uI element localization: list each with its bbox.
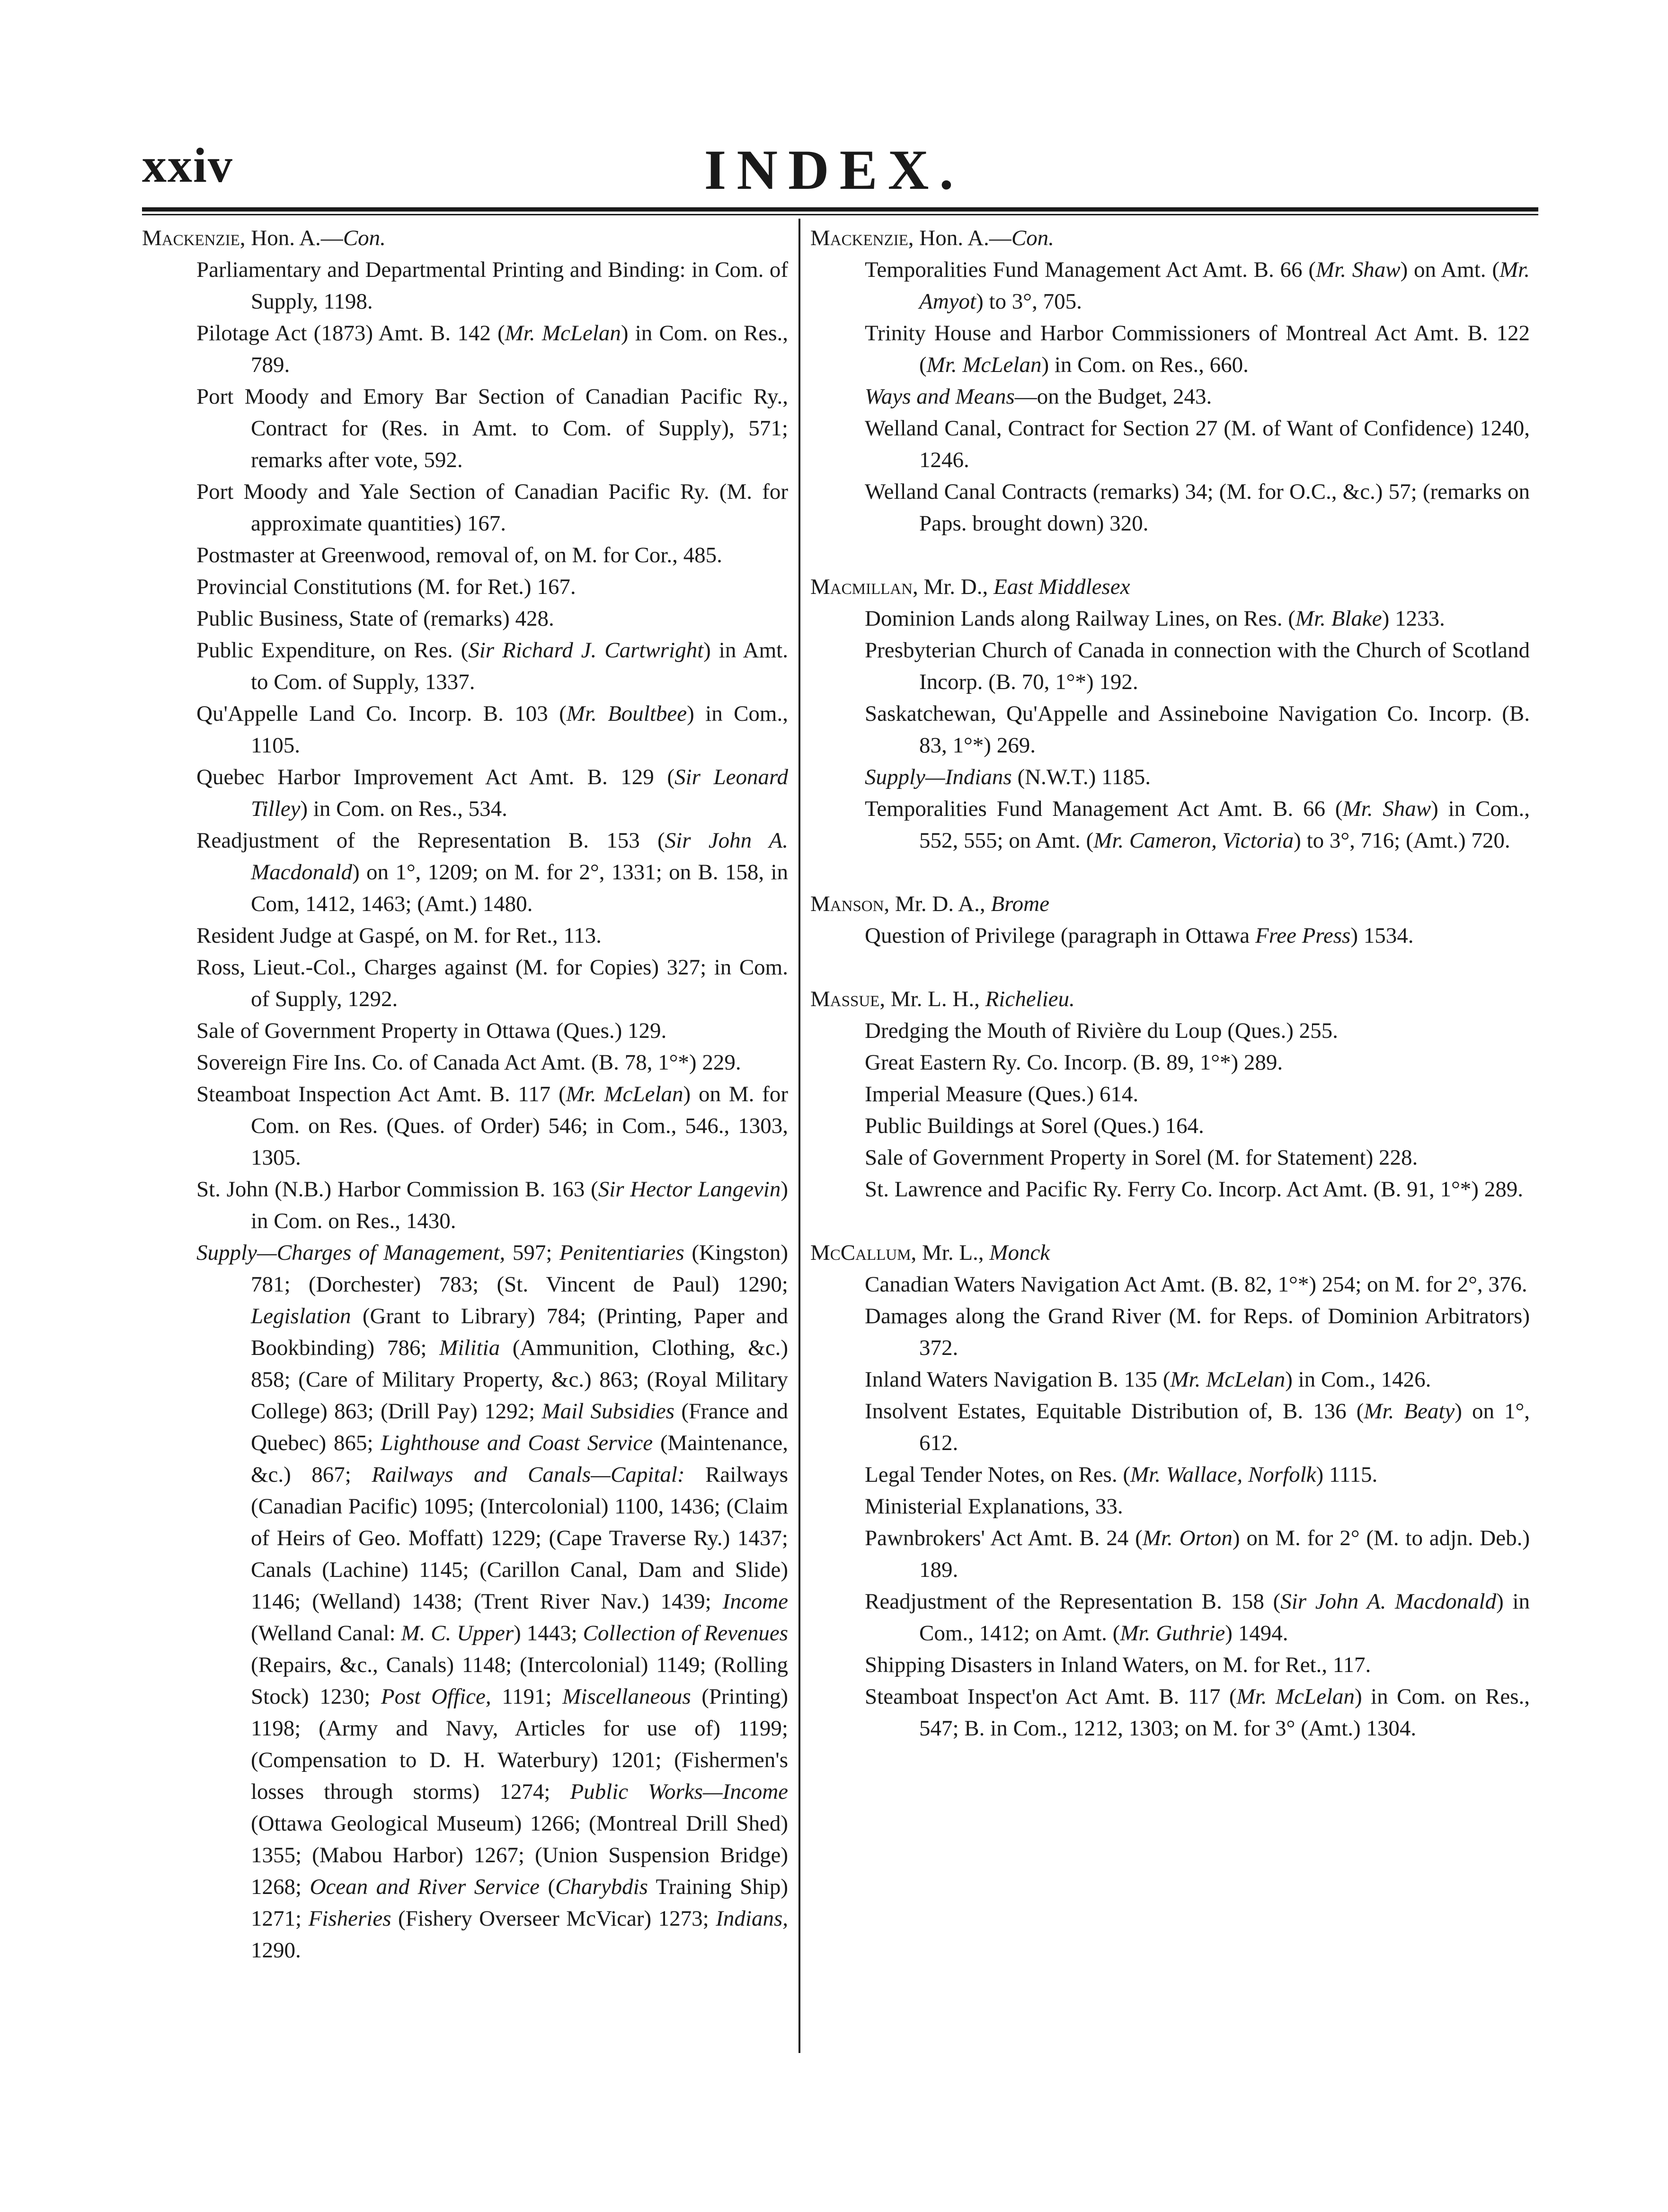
index-group (810, 222, 1530, 540)
index-entry: Canadian Waters Navigation Act Amt. (B. 82, 1°*) 254; on M. for 2°, 376. (865, 1272, 1527, 1297)
index-entry: Steamboat Inspection Act Amt. B. 117 (Mr. McLelan) on M. for Com. on Res. (Ques. of Order) 546; in Com., 546., 1303, 1305. (196, 1082, 788, 1170)
index-entry: St. Lawrence and Pacific Ry. Ferry Co. Incorp. Act Amt. (B. 91, 1°*) 289. (865, 1177, 1523, 1202)
member-constituency: Con. (1011, 226, 1054, 250)
member-constituency: East Middlesex (994, 575, 1130, 599)
index-entry: Sovereign Fire Ins. Co. of Canada Act Amt. (B. 78, 1°*) 229. (196, 1050, 741, 1075)
index-entry: Temporalities Fund Management Act Amt. B. 66 (Mr. Shaw) on Amt. (Mr. Amyot) to 3°, 705. (865, 257, 1530, 314)
member-name: Mackenzie (142, 226, 240, 250)
index-entry: Ross, Lieut.-Col., Charges against (M. for Copies) 327; in Com. of Supply, 1292. (196, 955, 788, 1011)
member-title: , Hon. A.— (240, 226, 343, 250)
member-title: , Mr. D. A., (884, 892, 991, 916)
index-heading (142, 222, 788, 254)
member-name: McCallum (810, 1240, 911, 1265)
index-group (810, 983, 1530, 1205)
member-title: , Mr. L., (911, 1240, 990, 1265)
index-entry: Port Moody and Emory Bar Section of Canadian Pacific Ry., Contract for (Res. in Amt. to Com. of Supply), 571; remarks after vote, 592. (196, 384, 788, 472)
header-rule (142, 207, 1538, 212)
index-entry: Great Eastern Ry. Co. Incorp. (B. 89, 1°*) 289. (865, 1050, 1283, 1075)
column-divider (799, 219, 800, 2053)
index-entry: Ministerial Explanations, 33. (865, 1494, 1123, 1519)
index-entry: Port Moody and Yale Section of Canadian Pacific Ry. (M. for approximate quantities) 167. (196, 479, 788, 536)
index-group (142, 222, 788, 1966)
index-column-left (142, 222, 788, 1966)
index-group (810, 571, 1530, 857)
member-name: Mackenzie (810, 226, 908, 250)
page-title: INDEX. (704, 138, 964, 201)
index-entry: Sale of Government Property in Ottawa (Ques.) 129. (196, 1018, 667, 1043)
index-entry: Quebec Harbor Improvement Act Amt. B. 129 (Sir Leonard Tilley) in Com. on Res., 534. (196, 765, 788, 821)
header-rule-thin (142, 214, 1538, 215)
index-entry: Saskatchewan, Qu'Appelle and Assineboine Navigation Co. Incorp. (B. 83, 1°*) 269. (865, 701, 1530, 758)
index-entry: Legal Tender Notes, on Res. (Mr. Wallace, Norfolk) 1115. (865, 1462, 1378, 1487)
index-entry: Insolvent Estates, Equitable Distribution of, B. 136 (Mr. Beaty) on 1°, 612. (865, 1399, 1530, 1455)
index-entry: Question of Privilege (paragraph in Ottawa Free Press) 1534. (865, 923, 1414, 948)
index-entry: Temporalities Fund Management Act Amt. B. 66 (Mr. Shaw) in Com., 552, 555; on Amt. (Mr. Cameron, Victoria) to 3°, 716; (Amt.) 720. (865, 796, 1530, 853)
index-entry: Ways and Means—on the Budget, 243. (865, 384, 1212, 409)
index-entry: Inland Waters Navigation B. 135 (Mr. McLelan) in Com., 1426. (865, 1367, 1431, 1392)
member-constituency: Brome (991, 892, 1049, 916)
index-entry: Dominion Lands along Railway Lines, on Res. (Mr. Blake) 1233. (865, 606, 1445, 631)
member-title: , Mr. L. H., (879, 987, 985, 1011)
index-entry: Public Business, State of (remarks) 428. (196, 606, 554, 631)
index-entry: Steamboat Inspect'on Act Amt. B. 117 (Mr. McLelan) in Com. on Res., 547; B. in Com., 1212, 1303; on M. for 3° (Amt.) 1304. (865, 1684, 1530, 1741)
index-heading (810, 888, 1530, 920)
member-title: , Hon. A.— (908, 226, 1011, 250)
index-column-right (810, 222, 1530, 1744)
member-name: Massue (810, 987, 880, 1011)
index-heading (810, 222, 1530, 254)
member-constituency: Richelieu. (985, 987, 1075, 1011)
index-entry: Supply—Charges of Management, 597; Penitentiaries (Kingston) 781; (Dorchester) 783; (St. Vincent de Paul) 1290; Legislation (Grant to Library) 784; (Printing, Paper and Bookbinding) 786; Militia (Ammunition, Clothing, &c.) 858; (Care of Military Property, &c.) 863; (Royal Military College) 863; (Drill Pay) 1292; Mail Subsidies (France and Quebec) 865; Lighthouse and Coast Service (Maintenance, &c.) 867; Railways and Canals—Capital: Railways (Canadian Pacific) 1095; (Intercolonial) 1100, 1436; (Claim of Heirs of Geo. Moffatt) 1229; (Cape Traverse Ry.) 1437; Canals (Lachine) 1145; (Carillon Canal, Dam and Slide) 1146; (Welland) 1438; (Trent River Nav.) 1439; Income (Welland Canal: M. C. Upper) 1443; Collection of Revenues (Repairs, &c., Canals) 1148; (Intercolonial) 1149; (Rolling Stock) 1230; Post Office, 1191; Miscellaneous (Printing) 1198; (Army and Navy, Articles for use of) 1199; (Compensation to D. H. Waterbury) 1201; (Fishermen's losses through storms) 1274; Public Works—Income (Ottawa Geological Museum) 1266; (Montreal Drill Shed) 1355; (Mabou Harbor) 1267; (Union Suspension Bridge) 1268; Ocean and River Service (Charybdis Training Ship) 1271; Fisheries (Fishery Overseer McVicar) 1273; Indians, 1290. (196, 1240, 789, 1963)
index-entry: Damages along the Grand River (M. for Reps. of Dominion Arbitrators) 372. (865, 1304, 1530, 1360)
index-entry: Qu'Appelle Land Co. Incorp. B. 103 (Mr. Boultbee) in Com., 1105. (196, 701, 788, 758)
index-entry: Welland Canal Contracts (remarks) 34; (M. for O.C., &c.) 57; (remarks on Paps. brought down) 320. (865, 479, 1530, 536)
index-entry: Readjustment of the Representation B. 158 (Sir John A. Macdonald) in Com., 1412; on Amt. (Mr. Guthrie) 1494. (865, 1589, 1530, 1646)
index-entry: Presbyterian Church of Canada in connection with the Church of Scotland Incorp. (B. 70, 1°*) 192. (865, 638, 1530, 694)
index-heading (810, 1237, 1530, 1269)
index-entry: Provincial Constitutions (M. for Ret.) 167. (196, 575, 576, 599)
member-name: Manson (810, 892, 884, 916)
index-heading (810, 571, 1530, 603)
index-entry: Pawnbrokers' Act Amt. B. 24 (Mr. Orton) on M. for 2° (M. to adjn. Deb.) 189. (865, 1526, 1530, 1582)
index-entry: Postmaster at Greenwood, removal of, on M. for Cor., 485. (196, 543, 722, 567)
index-entry: Public Buildings at Sorel (Ques.) 164. (865, 1114, 1204, 1138)
member-name: Macmillan (810, 575, 913, 599)
index-heading (810, 983, 1530, 1015)
index-entry: Public Expenditure, on Res. (Sir Richard J. Cartwright) in Amt. to Com. of Supply, 1337. (196, 638, 788, 694)
index-group (810, 888, 1530, 952)
index-entry: Supply—Indians (N.W.T.) 1185. (865, 765, 1151, 789)
index-entry: Sale of Government Property in Sorel (M. for Statement) 228. (865, 1145, 1418, 1170)
member-constituency: Con. (343, 226, 386, 250)
index-group (810, 1237, 1530, 1744)
index-entry: St. John (N.B.) Harbor Commission B. 163 (Sir Hector Langevin) in Com. on Res., 1430. (196, 1177, 789, 1233)
index-entry: Trinity House and Harbor Commissioners of Montreal Act Amt. B. 122 (Mr. McLelan) in Com. on Res., 660. (865, 321, 1530, 377)
member-title: , Mr. D., (912, 575, 994, 599)
page-number: xxiv (142, 138, 233, 193)
index-entry: Dredging the Mouth of Rivière du Loup (Ques.) 255. (865, 1018, 1338, 1043)
index-entry: Readjustment of the Representation B. 153 (Sir John A. Macdonald) on 1°, 1209; on M. for 2°, 1331; on B. 158, in Com, 1412, 1463; (Amt.) 1480. (196, 828, 788, 916)
index-entry: Welland Canal, Contract for Section 27 (M. of Want of Confidence) 1240, 1246. (865, 416, 1530, 472)
index-entry: Imperial Measure (Ques.) 614. (865, 1082, 1139, 1106)
member-constituency: Monck (989, 1240, 1050, 1265)
index-entry: Parliamentary and Departmental Printing and Binding: in Com. of Supply, 1198. (196, 257, 788, 314)
index-entry: Pilotage Act (1873) Amt. B. 142 (Mr. McLelan) in Com. on Res., 789. (196, 321, 788, 377)
index-entry: Shipping Disasters in Inland Waters, on M. for Ret., 117. (865, 1653, 1371, 1677)
index-entry: Resident Judge at Gaspé, on M. for Ret., 113. (196, 923, 602, 948)
